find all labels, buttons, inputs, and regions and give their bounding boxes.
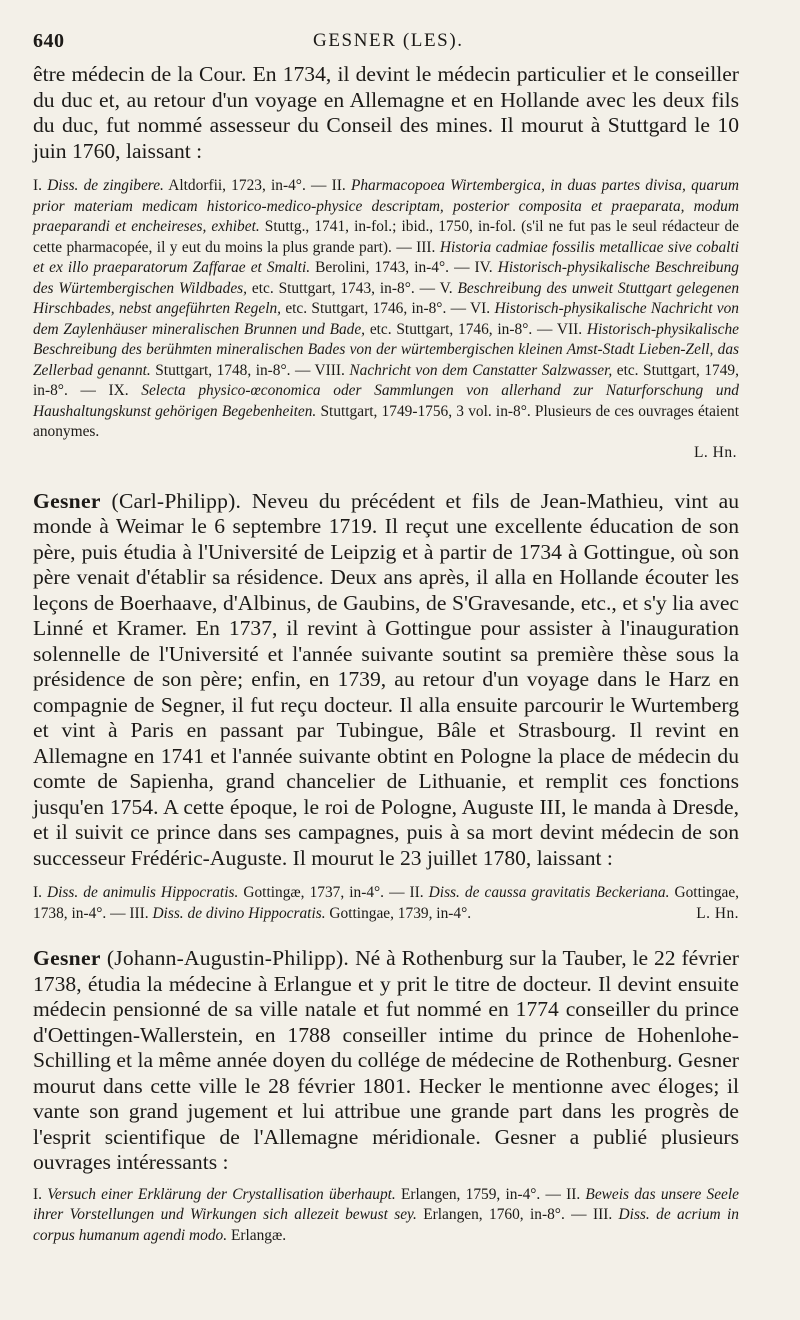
work-citation: Stuttgart, 1748, in-8°. — VIII. xyxy=(150,361,350,379)
work-title: Historisch-physikalische Beschreibung des berühmten mineralischen Bades von der würtembergischen kleinen Amst-Stadt Lieben-Zell, das Zellerbad genannt. xyxy=(33,320,740,379)
work-citation: etc. Stuttgart, 1749, in-8°. — IX. xyxy=(33,361,739,399)
entry-johann-augustin-philipp xyxy=(33,946,739,1176)
page xyxy=(33,30,739,1246)
work-citation: Stuttg., 1741, in-fol.; ibid., 1750, in-fol. (s'il ne fut pas le seul rédacteur de cette pharmacopée, il y eut du moins la plus grande part). — III. xyxy=(33,218,739,256)
work-citation: etc. Stuttgart, 1743, in-8°. — V. xyxy=(247,279,458,297)
entry-name: (Johann-Augustin-Philipp). xyxy=(100,946,356,970)
work-title: Versuch einer Erklärung der Crystallisation überhaupt. xyxy=(47,1185,396,1203)
work-citation: Gottingae, 1738, in-4°. — III. xyxy=(33,884,740,922)
work-citation: etc. Stuttgart, 1746, in-8°. — VII. xyxy=(365,320,587,338)
work-citation: Altdorfii, 1723, in-4°. — II. xyxy=(163,177,351,194)
work-title: Diss. de zingibere. xyxy=(47,177,164,194)
entry-head: Gesner xyxy=(33,488,101,513)
work-citation: Gottingae, 1739, in-4°. xyxy=(325,904,472,922)
entry-text: Neveu du précédent et fils de Jean-Mathieu, vint au monde à Weimar le 6 septembre 1719. Il reçut une excellente éducation de son père, puis étudia à l'Université de Leipzig et à partir de 1734 à Gottingue, où son père venait d'établir sa résidence. Deux ans après, il alla en Hollande écouter les leçons de Boerhaave, d'Albinus, de Gaubins, de S'Gravesande, etc., et s'y lia avec Linné et Kramer. En 1737, il revint à Gottingue pour assister à l'inauguration solennelle de l'Université et l'année suivante soutint sa première thèse sous la présidence de son père; enfin, en 1739, au retour d'un voyage dans le Harz en compagnie de Segner, il fut reçu docteur. Il alla ensuite parcourir le Wurtemberg et vint à Paris en passant par Tubingue, Bâle et Strasbourg. Il revint en Allemagne en 1741 et l'année suivante obtint en Pologne la place de médecin du comte de Sapienha, grand chancelier de Lithuanie, et remplit ces fonctions jusqu'en 1754. A cette époque, le roi de Pologne, Auguste III, le manda à Dresde, et il suivit ce prince dans ses campagnes, puis à sa mort devint médecin de son successeur Frédéric-Auguste. Il mourut le 23 juillet 1780, laissant : xyxy=(33,488,739,870)
work-title: Historisch-physikalische Beschreibung des Würtembergischen Wildbades, xyxy=(33,259,739,297)
work-title: Nachricht von dem Canstatter Salzwasser, xyxy=(349,361,613,379)
work-title: Diss. de divino Hippocratis. xyxy=(152,904,326,922)
work-citation: I. xyxy=(33,884,48,901)
work-title: Selecta physico-œconomica oder Sammlungen von allerhand zur Naturforschung und Haushaltungskunst gehörigen Begebenheiten. xyxy=(33,382,739,420)
work-citation: Berolini, 1743, in-4°. — IV. xyxy=(310,259,498,276)
work-citation: Erlangæ. xyxy=(227,1226,287,1244)
work-citation: etc. Stuttgart, 1746, in-8°. — VI. xyxy=(281,300,495,317)
work-title: Historia cadmiae fossilis metallicae sive cobalti et ex illo praeparatorum Zaffarae et Smalti. xyxy=(33,238,740,276)
signature-2: L. Hn. xyxy=(696,904,739,922)
entry-carl-philipp xyxy=(33,489,739,872)
work-citation: Gottingæ, 1737, in-4°. — II. xyxy=(238,884,429,901)
entry-text: Né à Rothenburg sur la Tauber, le 22 février 1738, étudia la médecine à Erlangue et y prit le titre de docteur. Il devint ensuite médecin pensionné de sa ville natale et fut nommé en 1774 conseiller du prince d'Oettingen-Wallerstein, en 1788 conseiller intime du prince de Hohenlohe-Schilling et la même année doyen du collége de médecine de Rothenburg. Gesner mourut dans cette ville le 28 février 1801. Hecker le mentionne avec éloges; il vante son grand jugement et lui attribue une grande part dans les progrès de l'esprit scientifique de l'Allemagne méridionale. Gesner a publié plusieurs ouvrages intéressants : xyxy=(33,946,739,1174)
work-citation: Stuttgart, 1749-1756, 3 vol. in-8°. Plusieurs de ces ouvrages étaient anonymes. xyxy=(33,402,739,440)
running-head xyxy=(33,30,739,58)
work-title: Historisch-physikalische Nachricht von dem Zaylenhäuser mineralischen Brunnen und Bade, xyxy=(33,300,739,338)
works-list-3 xyxy=(33,1185,739,1247)
signature-1: L. Hn. xyxy=(693,443,737,461)
entry-head: Gesner xyxy=(33,946,101,970)
intro-paragraph: être médecin de la Cour. En 1734, il devint le médecin particulier et le conseiller du duc et, au retour d'un voyage en Allemagne et en Hollande avec les deux fils du duc, fut nommé assesseur du Conseil des mines. Il mourut à Stuttgard le 10 juin 1760, laissant : xyxy=(33,62,739,163)
work-title: Pharmacopoea Wirtembergica, in duas partes divisa, quarum prior materiam medicam historico-medico-physice descriptam, posterior composita et praeparata, modum praeparandi et encheireses, exhibet. xyxy=(33,177,739,235)
work-citation: I. xyxy=(33,177,48,194)
works-list-1 xyxy=(33,176,739,443)
page-number: 640 xyxy=(33,30,65,52)
work-title: Beweis das unsere Seele ihrer Vorstellungen und Wirkungen sich allezeit bewust sey. xyxy=(33,1185,739,1223)
work-title: Diss. de caussa gravitatis Beckeriana. xyxy=(428,884,670,901)
works-list-2-items xyxy=(33,884,739,922)
works-list-2 xyxy=(33,883,739,924)
work-citation: Erlangen, 1759, in-4°. — II. xyxy=(395,1185,586,1203)
work-title: Beschreibung des unweit Stuttgart gelegenen Hirschbades, nebst angeführten Regeln, xyxy=(33,279,740,317)
work-title: Diss. de animulis Hippocratis. xyxy=(47,884,239,901)
work-citation: Erlangen, 1760, in-8°. — III. xyxy=(416,1206,619,1223)
running-title: GESNER (LES). xyxy=(313,30,464,51)
work-citation: I. xyxy=(33,1185,48,1203)
entry-name: (Carl-Philipp). xyxy=(100,488,252,513)
work-title: Diss. de acrium in corpus humanum agendi modo. xyxy=(33,1206,739,1244)
